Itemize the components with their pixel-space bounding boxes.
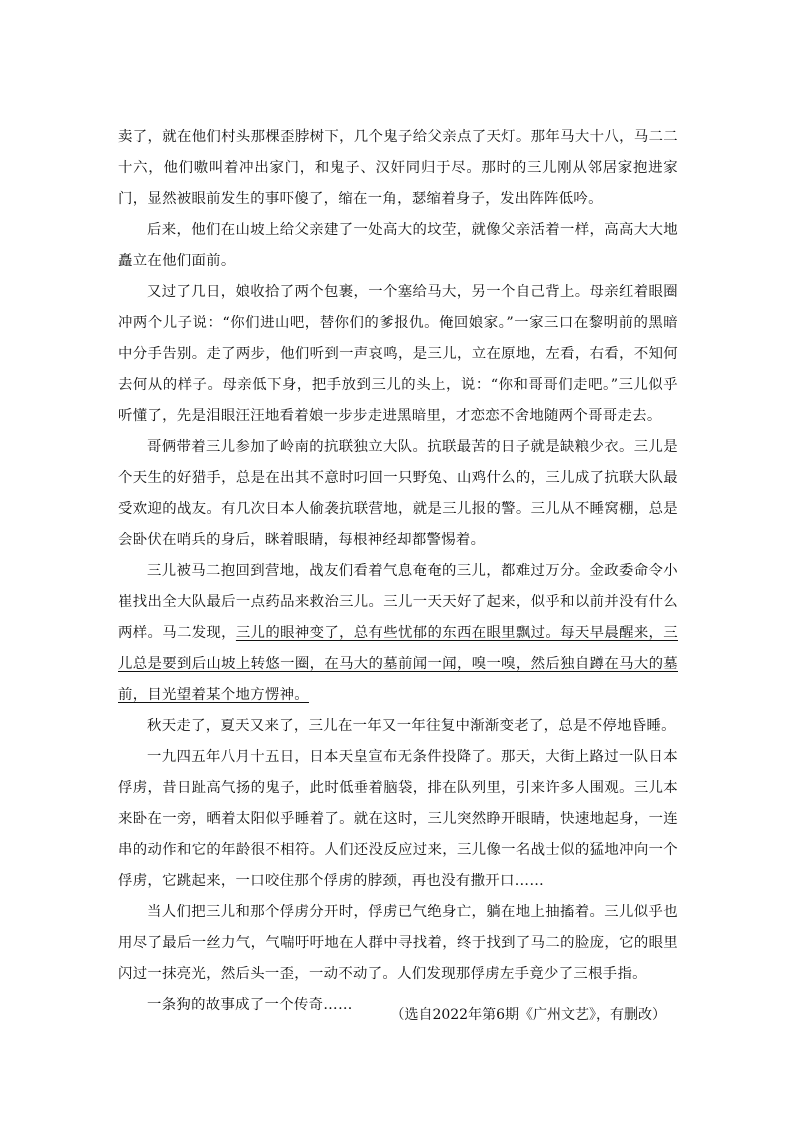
paragraph-text: 当人们把三儿和那个俘虏分开时，俘虏已气绝身亡，躺在地上抽搐着。三儿似乎也用尽了最后一丝力气，气喘吁吁地在人群中寻找着，终于找到了马二的脸庞，它的眼里闪过一抹亮光，然后头一歪，一动不动了。人们发现那俘虏左手竟少了三根手指。 (118, 904, 678, 982)
underlined-passage: 三儿的眼神变了，总有些忧郁的东西在眼里飘过。每天早晨醒来，三儿总是要到后山坡上转悠一圈，在马大的墓前闻一闻，嗅一嗅，然后独自蹲在马大的墓前，目光望着某个地方愣神。 (118, 625, 678, 703)
paragraph-text: 哥俩带着三儿参加了岭南的抗联独立大队。抗联最苦的日子就是缺粮少衣。三儿是个天生的好猎手，总是在出其不意时叼回一只野兔、山鸡什么的，三儿成了抗联大队最受欢迎的战友。有几次日本人偷袭抗联营地，就是三儿报的警。三儿从不睡窝棚，总是会卧伏在哨兵的身后，眯着眼睛，每根神经却都警惕着。 (118, 439, 678, 548)
paragraph-3 (118, 277, 678, 432)
paragraph-2 (118, 215, 678, 277)
paragraph-4 (118, 432, 678, 556)
paragraph-text: 一条狗的故事成了一个传奇…… (147, 997, 353, 1013)
paragraph-6 (118, 711, 678, 742)
paragraph-text: 卖了，就在他们村头那棵歪脖树下，几个鬼子给父亲点了天灯。那年马大十八，马二二十六，他们嗷叫着冲出家门，和鬼子、汉奸同归于尽。那时的三儿刚从邻居家抱进家门，显然被眼前发生的事吓傻了，缩在一角，瑟缩着身子，发出阵阵低吟。 (118, 129, 678, 207)
paragraph-7 (118, 742, 678, 897)
paragraph-text: 后来，他们在山坡上给父亲建了一处高大的坟茔，就像父亲活着一样，高高大大地矗立在他们面前。 (118, 222, 678, 269)
paragraph-text: 一九四五年八月十五日，日本天皇宣布无条件投降了。那天，大街上路过一队日本俘虏，昔日趾高气扬的鬼子，此时低垂着脑袋，排在队列里，引来许多人围观。三儿本来卧在一旁，晒着太阳似乎睡着了。就在这时，三儿突然睁开眼睛，快速地起身，一连串的动作和它的年龄很不相符。人们还没反应过来，三儿像一名战士似的猛地冲向一个俘虏，它跳起来，一口咬住那个俘虏的脖颈，再也没有撒开口…… (118, 749, 678, 889)
paragraph-text: 又过了几日，娘收拾了两个包裹，一个塞给马大，另一个自己背上。母亲红着眼圈冲两个儿子说：“你们进山吧，替你们的爹报仇。俺回娘家。”一家三口在黎明前的黑暗中分手告别。走了两步，他们听到一声哀鸣，是三儿，立在原地，左看，右看，不知何去何从的样子。母亲低下身，把手放到三儿的头上，说：“你和哥哥们走吧。”三儿似乎听懂了，先是泪眼汪汪地看着娘一步步走进黑暗里，才恋恋不舍地随两个哥哥走去。 (118, 284, 678, 424)
source-citation: （选自2022年第6期《广州文艺》，有删改） (390, 1007, 666, 1023)
paragraph-1 (118, 122, 678, 215)
paragraph-text: 秋天走了，夏天又来了，三儿在一年又一年往复中渐渐变老了，总是不停地昏睡。 (147, 718, 676, 734)
article-body (118, 122, 678, 1021)
paragraph-5 (118, 556, 678, 711)
paragraph-8 (118, 897, 678, 990)
paragraph-text: 三儿被马二抱回到营地，战友们看着气息奄奄的三儿，都难过万分。金政委命令小崔找出全大队最后一点药品来救治三儿。三儿一天天好了起来，似乎和以前并没有什么两样。马二发现， (118, 563, 678, 641)
